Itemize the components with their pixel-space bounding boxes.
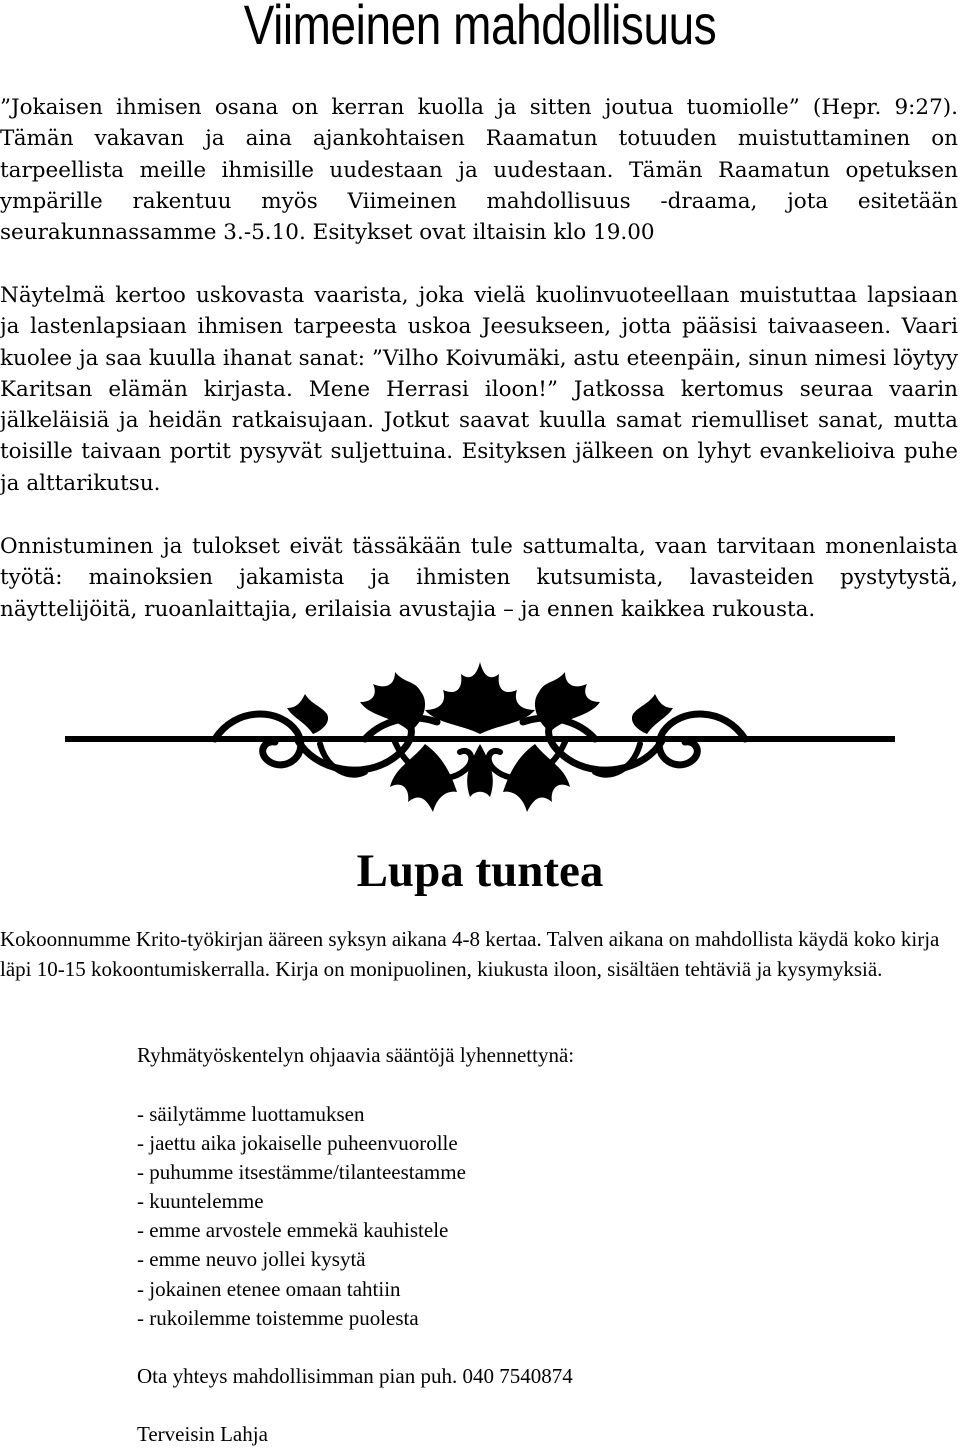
rule-item: - kuuntelemme bbox=[137, 1189, 264, 1214]
rule-item: - emme neuvo jollei kysytä bbox=[137, 1247, 366, 1272]
ornament-center-leaf bbox=[425, 662, 535, 734]
rule-item: - rukoilemme toistemme puolesta bbox=[137, 1305, 419, 1330]
paragraph-intro: ”Jokaisen ihmisen osana on kerran kuolla ja sitten joutua tuomiolle” (Hepr. 9:27). Tämän vakavan ja aina ajankohtaisen Raamatun totuuden muistuttaminen on tarpeellista meille ihmisille uudestaan ja uudestaan. Tämän Raamatun opetuksen ympärille rakentuu myös Viimeinen mahdollisuus -draama, jota esitetään seurakunnassamme 3.-5.10. Esitykset ovat iltaisin klo 19.00 bbox=[0, 95, 958, 246]
vine-leaf-ornament bbox=[65, 662, 895, 822]
rule-item: - puhumme itsestämme/tilanteestamme bbox=[137, 1160, 466, 1185]
paragraph-volunteers: Onnistuminen ja tulokset eivät tässäkään tule sattumalta, vaan tarvitaan monenlaista työtä: mainoksien jakamista ja ihmisten kutsumista, lavasteiden pystytystä, näyttelijöitä, ruoanlaittajia, erilaisia avustajia – ja ennen kaikkea rukousta. bbox=[0, 534, 958, 622]
ornament-bottom-leaves bbox=[390, 744, 570, 812]
rule-item: - jaettu aika jokaiselle puheenvuorolle bbox=[137, 1131, 458, 1156]
rules-list bbox=[137, 1100, 466, 1333]
section-title: Lupa tuntea bbox=[356, 845, 604, 897]
rule-item: - emme arvostele emmekä kauhistele bbox=[137, 1218, 449, 1243]
paragraph-play-story: Näytelmä kertoo uskovasta vaarista, joka vielä kuolinvuoteellaan muistuttaa lapsiaan ja lastenlapsiaan ihmisen tarpeesta uskoa Jeesukseen, jotta pääsisi taivaaseen. Vaari kuolee ja saa kuulla ihanat sanat: ”Vilho Koivumäki, astu eteenpäin, sinun nimesi löytyy Karitsan elämän kirjasta. Mene Herrasi iloon!” Jatkossa kertomus seuraa vaarin jälkeläisiä ja heidän ratkaisujaan. Jotkut saavat kuulla samat riemulliset sanat, mutta toisille taivaan portit pysyvät suljettuina. Esityksen jälkeen on lyhyt evankelioiva puhe ja alttarikutsu. bbox=[0, 283, 958, 496]
signature: Terveisin Lahja bbox=[137, 1422, 268, 1446]
rules-heading: Ryhmätyöskentelyn ohjaavia sääntöjä lyhennettynä: bbox=[137, 1043, 575, 1067]
rule-item: - säilytämme luottamuksen bbox=[137, 1102, 365, 1126]
page-title: Viimeinen mahdollisuus bbox=[243, 0, 717, 56]
ornament-rule bbox=[65, 736, 895, 742]
rule-item: - jokainen etenee omaan tahtiin bbox=[137, 1276, 401, 1301]
paragraph-krito: Kokoonnumme Krito-työkirjan ääreen syksyn aikana 4-8 kertaa. Talven aikana on mahdollista käydä koko kirja läpi 10-15 kokoontumiskerralla. Kirja on monipuolinen, kiukusta iloon, sisältäen tehtäviä ja kysymyksiä. bbox=[0, 927, 940, 981]
contact-line: Ota yhteys mahdollisimman pian puh. 040 7540874 bbox=[137, 1364, 573, 1388]
